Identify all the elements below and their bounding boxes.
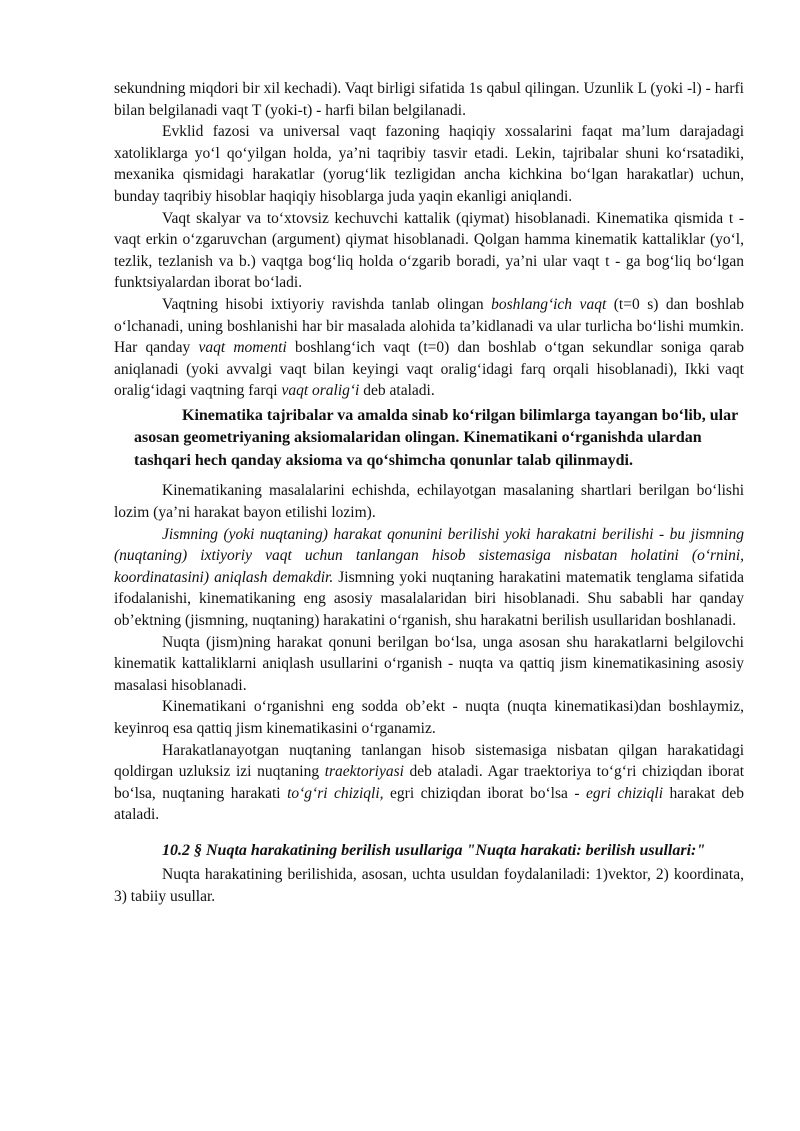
paragraph-7: Nuqta (jism)ning harakat qonuni berilgan bo‘lsa, unga asosan shu harakatlarni belgilovchi kinematik kattaliklarni aniqlash usullarini o‘rganish - nuqta va qattiq jism kinematikasining asosiy masalasi hisoblanadi. xyxy=(114,633,744,694)
term-boshlangich-vaqt: boshlang‘ich vaqt xyxy=(491,295,607,313)
text-span: harakat deb ataladi. xyxy=(114,784,745,824)
paragraph-1: sekundning miqdori bir xil kechadi). Vaqt birligi sifatida 1s qabul qilingan. Uzunlik L (yoki -l) - harfi bilan belgilanadi vaqt T (yoki-t) - harfi bilan belgilanadi. xyxy=(114,80,744,119)
bold-statement: Kinematika tajribalar va amalda sinab ko‘rilgan bilimlarga tayangan bo‘lib, ular asosan geometriyaning aksiomalaridan olingan. Kinematikani o‘rganishda ulardan tashqari hech qanday aksioma va qo‘shimcha qonunlar talab qilinmaydi. xyxy=(134,406,738,469)
text-span: deb ataladi. Agar traektoriya to‘g‘ri chiziqdan iborat bo‘lsa, nuqtaning harakati xyxy=(114,763,745,802)
paragraph-10: Nuqta harakatining berilishida, asosan, uchta usuldan foydalaniladi: 1)vektor, 2) koordinata, 3) tabiiy usullar. xyxy=(114,865,744,905)
term-egri-chiziqli: egri chiziqli xyxy=(585,784,664,802)
text-span: boshlang‘ich vaqt (t=0) dan boshlab o‘tgan sekundlar soniga qarab aniqlanadi (yoki avvalgi vaqt bilan keyingi vaqt oralig‘idagi farq orqali hisoblanadi), Ikki vaqt oralig‘idagi vaqtning farqi xyxy=(114,339,744,400)
paragraph-4 xyxy=(114,294,744,402)
paragraph-3: Vaqt skalyar va to‘xtovsiz kechuvchi kattalik (qiymat) hisoblanadi. Kinematika qismida t - vaqt erkin o‘zgaruvchan (argument) qiymat hisoblanadi. Qolgan hamma kinematik kattaliklar (yo‘l, tezlik, tezlanish va b.) vaqtga bog‘liq holda o‘zgarib boradi, ya’ni ular vaqt t - ga bog‘liq bo‘lgan funktsiyalardan iborat bo‘ladi. xyxy=(114,209,744,292)
paragraph-2: Evklid fazosi va universal vaqt fazoning haqiqiy xossalarini faqat ma’lum darajadagi xatoliklarga yo‘l qo‘yilgan holda, ya’ni taqribiy tasvir etadi. Lekin, tajribalar shuni ko‘rsatadiki, mexanika qismidagi harakatlar (yorug‘lik tezligidan ancha kichkina bo‘lgan harakatlar) uchun, bunday taqribiy hisoblar haqiqiy hisoblarga juda yaqin ekanligi aniqlandi. xyxy=(114,123,744,205)
definition-italic: Jismning (yoki nuqtaning) harakat qonunini berilishi yoki harakatni berilishi - bu jismning (nuqtaning) ixtiyoriy vaqt uchun tanlangan hisob sistemasiga nisbatan holatini (o‘rnini, koordinatasini) aniqlash demakdir. xyxy=(114,525,744,586)
text-span: Jismning yoki nuqtaning harakatini matematik tenglama sifatida ifodalanishi, kinematikaning eng asosiy masalalaridan biri hisoblanadi. Shu sababli har qanday ob’ektning (jismning, nuqtaning) harakatini o‘rganish, shu harakatni berilish usullaridan boshlanadi. xyxy=(114,568,744,629)
document-page xyxy=(114,78,744,907)
text-span: (t=0 s) dan boshlab o‘lchanadi, uning boshlanishi har bir masalada alohida ta’kidlanadi va ular turlicha bo‘lishi mumkin. Har qanday xyxy=(114,295,744,357)
paragraph-8: Kinematikani o‘rganishni eng sodda ob’ekt - nuqta (nuqta kinematikasi)dan boshlaymiz, keyinroq esa qattiq jism kinematikasini o‘rganamiz. xyxy=(114,698,744,737)
paragraph-9 xyxy=(114,740,744,826)
term-vaqt-momenti: vaqt momenti xyxy=(198,339,287,357)
term-vaqt-oraligi: vaqt oralig‘i xyxy=(281,382,360,400)
text-span: deb ataladi. xyxy=(359,382,435,400)
term-togri-chiziqli: to‘g‘ri chiziqli, xyxy=(287,784,384,802)
text-span: egri chiziqdan iborat bo‘lsa - xyxy=(383,784,586,802)
section-heading: 10.2 § Nuqta harakatining berilish usullariga "Nuqta harakati: berilish usullari:" xyxy=(162,841,706,859)
paragraph-5: Kinematikaning masalalarini echishda, echilayotgan masalaning shartlari berilgan bo‘lishi lozim (ya’ni harakat bayon etilishi lozim). xyxy=(114,482,744,521)
paragraph-6 xyxy=(114,524,744,632)
term-traektoriya: traektoriyasi xyxy=(324,763,404,781)
text-span: Vaqtning hisobi ixtiyoriy ravishda tanlab olingan xyxy=(162,295,492,313)
text-span: Harakatlanayotgan nuqtaning tanlangan hisob sistemasiga nisbatan qilgan harakatidagi qoldirgan uzluksiz izi nuqtaning xyxy=(114,741,744,781)
